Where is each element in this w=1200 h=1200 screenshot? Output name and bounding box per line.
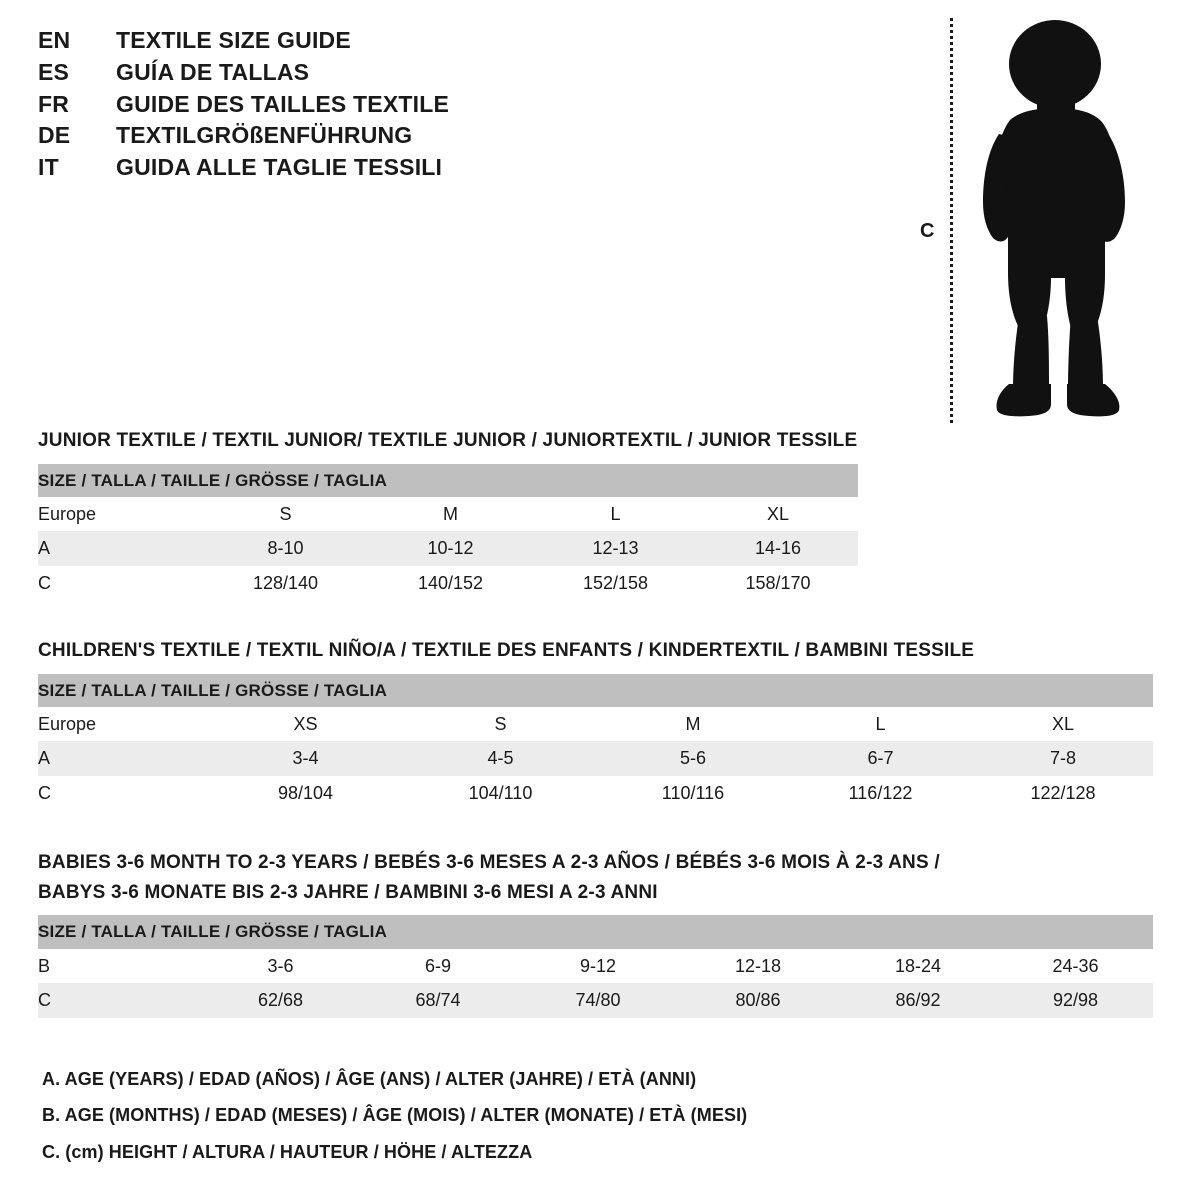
language-code: EN — [38, 27, 71, 53]
language-code: DE — [38, 122, 71, 149]
cell: 74/80 — [518, 983, 678, 1018]
cell: 68/74 — [358, 983, 518, 1018]
children-size-table — [38, 674, 1153, 811]
table-row — [38, 531, 858, 566]
cell: 140/152 — [368, 566, 533, 601]
cell: 4-5 — [403, 741, 598, 776]
legend-line-b: B. AGE (MONTHS) / EDAD (MESES) / ÂGE (MOIS) / ALTER (MONATE) / ETÀ (MESI) — [42, 1105, 748, 1126]
section-children — [38, 638, 1162, 810]
legend-line-c: C. (cm) HEIGHT / ALTURA / HAUTEUR / HÖHE / ALTEZZA — [42, 1141, 533, 1162]
cell: 12-18 — [678, 949, 838, 984]
language-row — [38, 155, 598, 181]
language-title-list — [38, 28, 598, 187]
row-label: C — [38, 983, 203, 1018]
section-title-junior: JUNIOR TEXTILE / TEXTIL JUNIOR/ TEXTILE JUNIOR / JUNIORTEXTIL / JUNIOR TESSILE — [38, 430, 858, 451]
legend-block — [42, 1068, 1142, 1177]
cell: XL — [973, 707, 1153, 742]
section-babies — [38, 850, 1162, 1018]
cell: 10-12 — [368, 531, 533, 566]
cell: 158/170 — [698, 566, 858, 601]
table-row — [38, 983, 1153, 1018]
junior-size-table — [38, 464, 858, 601]
section-title-babies-line2: BABYS 3-6 MONATE BIS 2-3 JAHRE / BAMBINI 3-6 MESI A 2-3 ANNI — [38, 881, 658, 903]
cell: 12-13 — [533, 531, 698, 566]
row-label: B — [38, 949, 203, 984]
cell: M — [598, 707, 788, 742]
cell: 62/68 — [203, 983, 358, 1018]
cell: S — [203, 497, 368, 532]
language-row — [38, 123, 598, 149]
legend-line-a: A. AGE (YEARS) / EDAD (AÑOS) / ÂGE (ANS) / ALTER (JAHRE) / ETÀ (ANNI) — [42, 1069, 697, 1089]
cell: 152/158 — [533, 566, 698, 601]
language-row — [38, 28, 598, 54]
table-header-label: SIZE / TALLA / TAILLE / GRÖSSE / TAGLIA — [38, 915, 1153, 948]
table-header-bar — [38, 464, 858, 497]
row-label: A — [38, 531, 203, 566]
cell: L — [788, 707, 973, 742]
table-header-bar — [38, 674, 1153, 707]
cell: 18-24 — [838, 949, 998, 984]
cell: 110/116 — [598, 776, 788, 811]
row-label: C — [38, 566, 203, 601]
section-junior — [38, 428, 1162, 600]
row-label: Europe — [38, 707, 208, 742]
section-title-babies: BABIES 3-6 MONTH TO 2-3 YEARS / BEBÉS 3-6 MESES A 2-3 AÑOS / BÉBÉS 3-6 MOIS À 2-3 ANS / — [38, 852, 940, 873]
cell: 3-6 — [203, 949, 358, 984]
cell: S — [403, 707, 598, 742]
cell: 24-36 — [998, 949, 1153, 984]
cell: 14-16 — [698, 531, 858, 566]
cell: 3-4 — [208, 741, 403, 776]
table-row — [38, 949, 1153, 984]
table-row — [38, 741, 1153, 776]
language-code: IT — [38, 154, 59, 180]
cell: XS — [208, 707, 403, 742]
cell: 8-10 — [203, 531, 368, 566]
language-code: FR — [38, 90, 70, 117]
section-title-children: CHILDREN'S TEXTILE / TEXTIL NIÑO/A / TEXTILE DES ENFANTS / KINDERTEXTIL / BAMBINI TESSILE — [38, 640, 975, 661]
cell: XL — [698, 497, 858, 532]
cell: 86/92 — [838, 983, 998, 1018]
cell: 98/104 — [208, 776, 403, 811]
babies-size-table — [38, 915, 1153, 1017]
language-title: GUIDA ALLE TAGLIE TESSILI — [116, 154, 443, 180]
measure-label-c: C — [920, 220, 935, 242]
cell: 116/122 — [788, 776, 973, 811]
language-title: TEXTILGRÖßENFÜHRUNG — [116, 122, 413, 149]
table-row — [38, 497, 858, 532]
cell: 104/110 — [403, 776, 598, 811]
table-row — [38, 707, 1153, 742]
height-measure-figure — [900, 10, 1160, 425]
table-header-bar — [38, 915, 1153, 948]
cell: 6-7 — [788, 741, 973, 776]
cell: 5-6 — [598, 741, 788, 776]
cell: M — [368, 497, 533, 532]
dotted-measure-line-icon — [950, 18, 953, 423]
cell: 9-12 — [518, 949, 678, 984]
language-row — [38, 92, 598, 118]
cell: 7-8 — [973, 741, 1153, 776]
cell: 80/86 — [678, 983, 838, 1018]
cell: L — [533, 497, 698, 532]
table-row — [38, 776, 1153, 811]
language-title: GUÍA DE TALLAS — [116, 58, 310, 85]
child-silhouette-icon — [955, 16, 1155, 421]
cell: 122/128 — [973, 776, 1153, 811]
language-title: TEXTILE SIZE GUIDE — [116, 27, 351, 53]
language-title: GUIDE DES TAILLES TEXTILE — [116, 90, 449, 117]
language-code: ES — [38, 58, 70, 85]
table-row — [38, 566, 858, 601]
cell: 6-9 — [358, 949, 518, 984]
table-header-label: SIZE / TALLA / TAILLE / GRÖSSE / TAGLIA — [38, 674, 1153, 707]
row-label: A — [38, 741, 208, 776]
table-header-label: SIZE / TALLA / TAILLE / GRÖSSE / TAGLIA — [38, 464, 858, 497]
language-row — [38, 60, 598, 86]
row-label: C — [38, 776, 208, 811]
row-label: Europe — [38, 497, 203, 532]
cell: 92/98 — [998, 983, 1153, 1018]
cell: 128/140 — [203, 566, 368, 601]
